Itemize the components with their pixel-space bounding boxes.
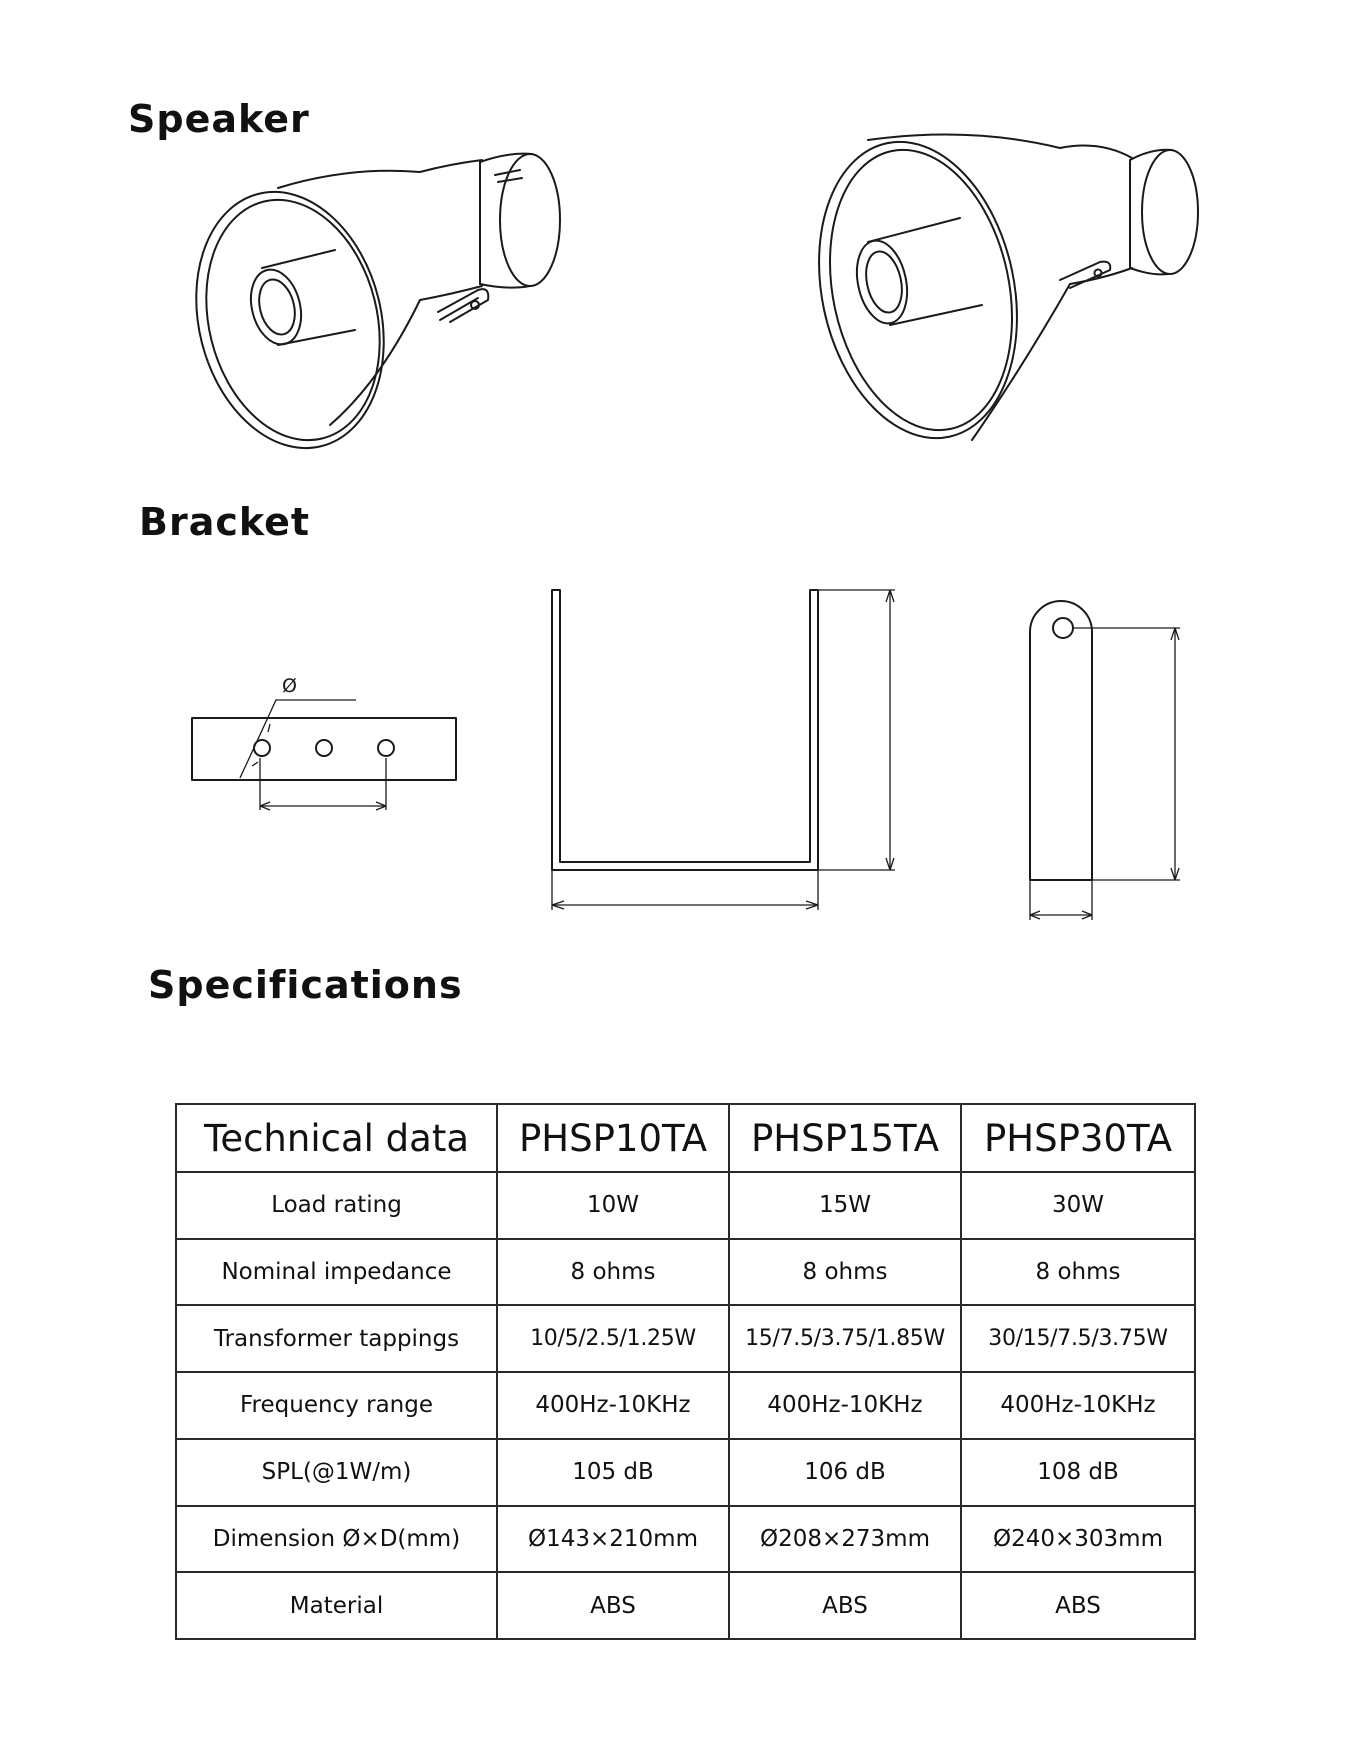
table-cell: Ø240×303mm bbox=[961, 1506, 1195, 1573]
table-row bbox=[176, 1372, 1195, 1439]
speaker-illustration-large bbox=[760, 100, 1230, 480]
diameter-symbol-label: Ø bbox=[282, 675, 297, 697]
bracket-hole-right bbox=[378, 740, 394, 756]
speaker-heading: Speaker bbox=[128, 97, 310, 141]
table-cell: 8 ohms bbox=[961, 1239, 1195, 1306]
table-cell: 10W bbox=[497, 1172, 729, 1239]
table-cell: 400Hz-10KHz bbox=[729, 1372, 961, 1439]
table-cell: 30W bbox=[961, 1172, 1195, 1239]
table-cell: 106 dB bbox=[729, 1439, 961, 1506]
table-cell: 8 ohms bbox=[729, 1239, 961, 1306]
table-cell: 105 dB bbox=[497, 1439, 729, 1506]
table-cell: Ø208×273mm bbox=[729, 1506, 961, 1573]
row-label: Material bbox=[176, 1572, 497, 1639]
column-header-model-3: PHSP30TA bbox=[961, 1104, 1195, 1172]
row-label: Nominal impedance bbox=[176, 1239, 497, 1306]
table-row bbox=[176, 1572, 1195, 1639]
bracket-hole-middle bbox=[316, 740, 332, 756]
table-row bbox=[176, 1506, 1195, 1573]
table-cell: 8 ohms bbox=[497, 1239, 729, 1306]
table-cell: 400Hz-10KHz bbox=[497, 1372, 729, 1439]
table-cell: 108 dB bbox=[961, 1439, 1195, 1506]
table-header-row bbox=[176, 1104, 1195, 1172]
specifications-heading: Specifications bbox=[148, 963, 463, 1007]
table-cell: 400Hz-10KHz bbox=[961, 1372, 1195, 1439]
table-cell: 10/5/2.5/1.25W bbox=[497, 1305, 729, 1372]
table-row bbox=[176, 1172, 1195, 1239]
row-label: Transformer tappings bbox=[176, 1305, 497, 1372]
row-label: SPL(@1W/m) bbox=[176, 1439, 497, 1506]
table-row bbox=[176, 1239, 1195, 1306]
column-header-technical-data: Technical data bbox=[176, 1104, 497, 1172]
table-cell: ABS bbox=[961, 1572, 1195, 1639]
table-cell: ABS bbox=[497, 1572, 729, 1639]
row-label: Dimension Ø×D(mm) bbox=[176, 1506, 497, 1573]
speaker-illustration-small bbox=[0, 0, 700, 480]
table-cell: 15W bbox=[729, 1172, 961, 1239]
bracket-side-hole bbox=[1053, 618, 1073, 638]
column-header-model-2: PHSP15TA bbox=[729, 1104, 961, 1172]
bracket-heading: Bracket bbox=[139, 500, 311, 544]
table-cell: Ø143×210mm bbox=[497, 1506, 729, 1573]
column-header-model-1: PHSP10TA bbox=[497, 1104, 729, 1172]
specifications-table bbox=[175, 1103, 1196, 1640]
bracket-hole-plate-drawing bbox=[180, 660, 480, 840]
bracket-side-drawing bbox=[1010, 580, 1210, 920]
table-row bbox=[176, 1305, 1195, 1372]
table-cell: ABS bbox=[729, 1572, 961, 1639]
table-cell: 15/7.5/3.75/1.85W bbox=[729, 1305, 961, 1372]
row-label: Load rating bbox=[176, 1172, 497, 1239]
row-label: Frequency range bbox=[176, 1372, 497, 1439]
u-bracket-drawing bbox=[540, 580, 920, 920]
table-cell: 30/15/7.5/3.75W bbox=[961, 1305, 1195, 1372]
table-row bbox=[176, 1439, 1195, 1506]
